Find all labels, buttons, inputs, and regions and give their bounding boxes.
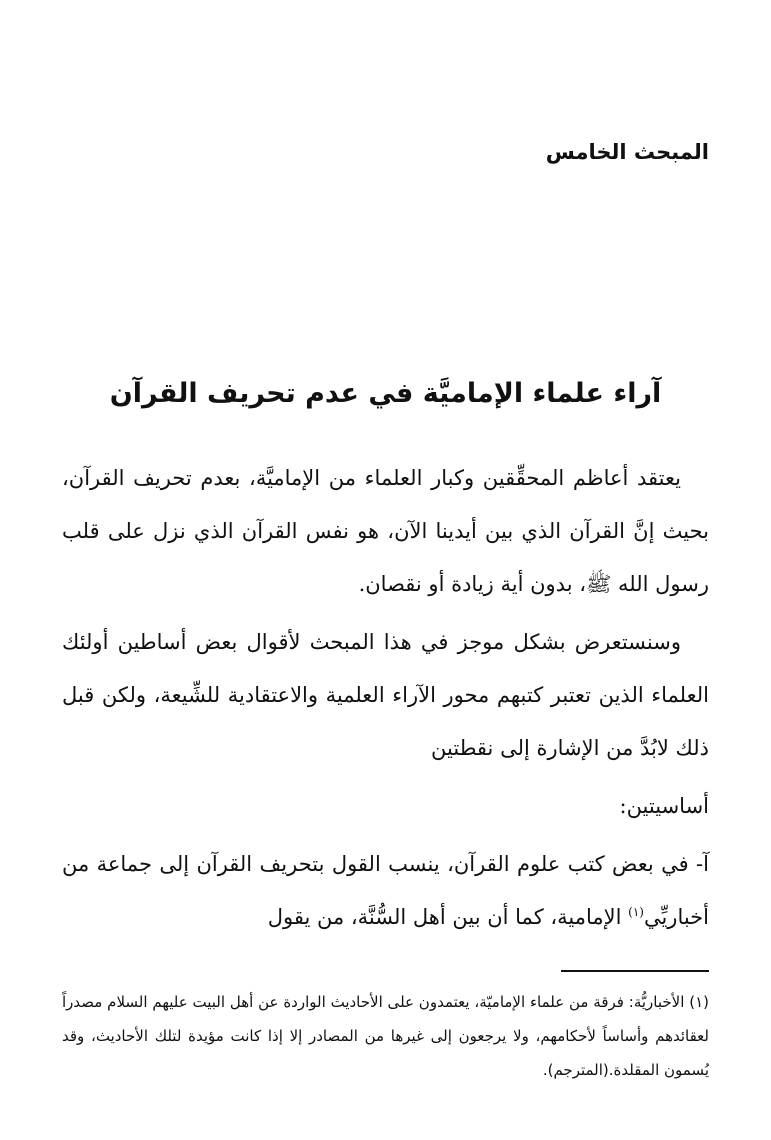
footnote-divider	[561, 970, 709, 972]
point-a-text-start: آ- في بعض كتب علوم القرآن، ينسب القول بتحريف القرآن إلى جماعة من أخباريِّي	[62, 852, 709, 929]
point-a	[62, 838, 709, 944]
section-label: المبحث الخامس	[545, 140, 709, 164]
point-a-text-end: الإمامية، كما أن بين أهل السُّنَّة، من يقول	[267, 905, 629, 929]
paragraph-overview: وسنستعرض بشكل موجز في هذا المبحث لأقوال بعض أساطين أولئك العلماء الذين تعتبر كتبهم محور الآراء العلمية والاعتقادية للشِّيعة، ولكن قبل ذلك لابُدَّ من الإشارة إلى نقطتين	[62, 630, 709, 760]
chapter-title: آراء علماء الإماميَّة في عدم تحريف القرآن	[109, 378, 662, 409]
paragraph-intro: يعتقد أعاظم المحقِّقين وكبار العلماء من الإماميَّة، بعدم تحريف القرآن، بحيث إنَّ القرآن الذي بين أيدينا الآن، هو نفس القرآن الذي نزل على قلب رسول الله ﷺ، بدون أية زيادة أو نقصان.	[62, 466, 709, 596]
footnote: (١) الأخباريُّة: فرقة من علماء الإماميّة، يعتمدون على الأحاديث الواردة عن أهل البيت عليهم السلام مصدراً لعقائدهم وأساساً لأحكامهم، ولا يرجعون إلى غيرها من المصادر إلا إذا كانت مؤيدة لتلك الأحاديث، وقد يُسمون المقلدة.(المترجم).	[62, 993, 709, 1079]
footnote-reference[interactable]: (١)	[628, 905, 644, 919]
paragraph-overview-end: أساسيتين:	[619, 794, 709, 818]
body-text	[62, 452, 709, 949]
